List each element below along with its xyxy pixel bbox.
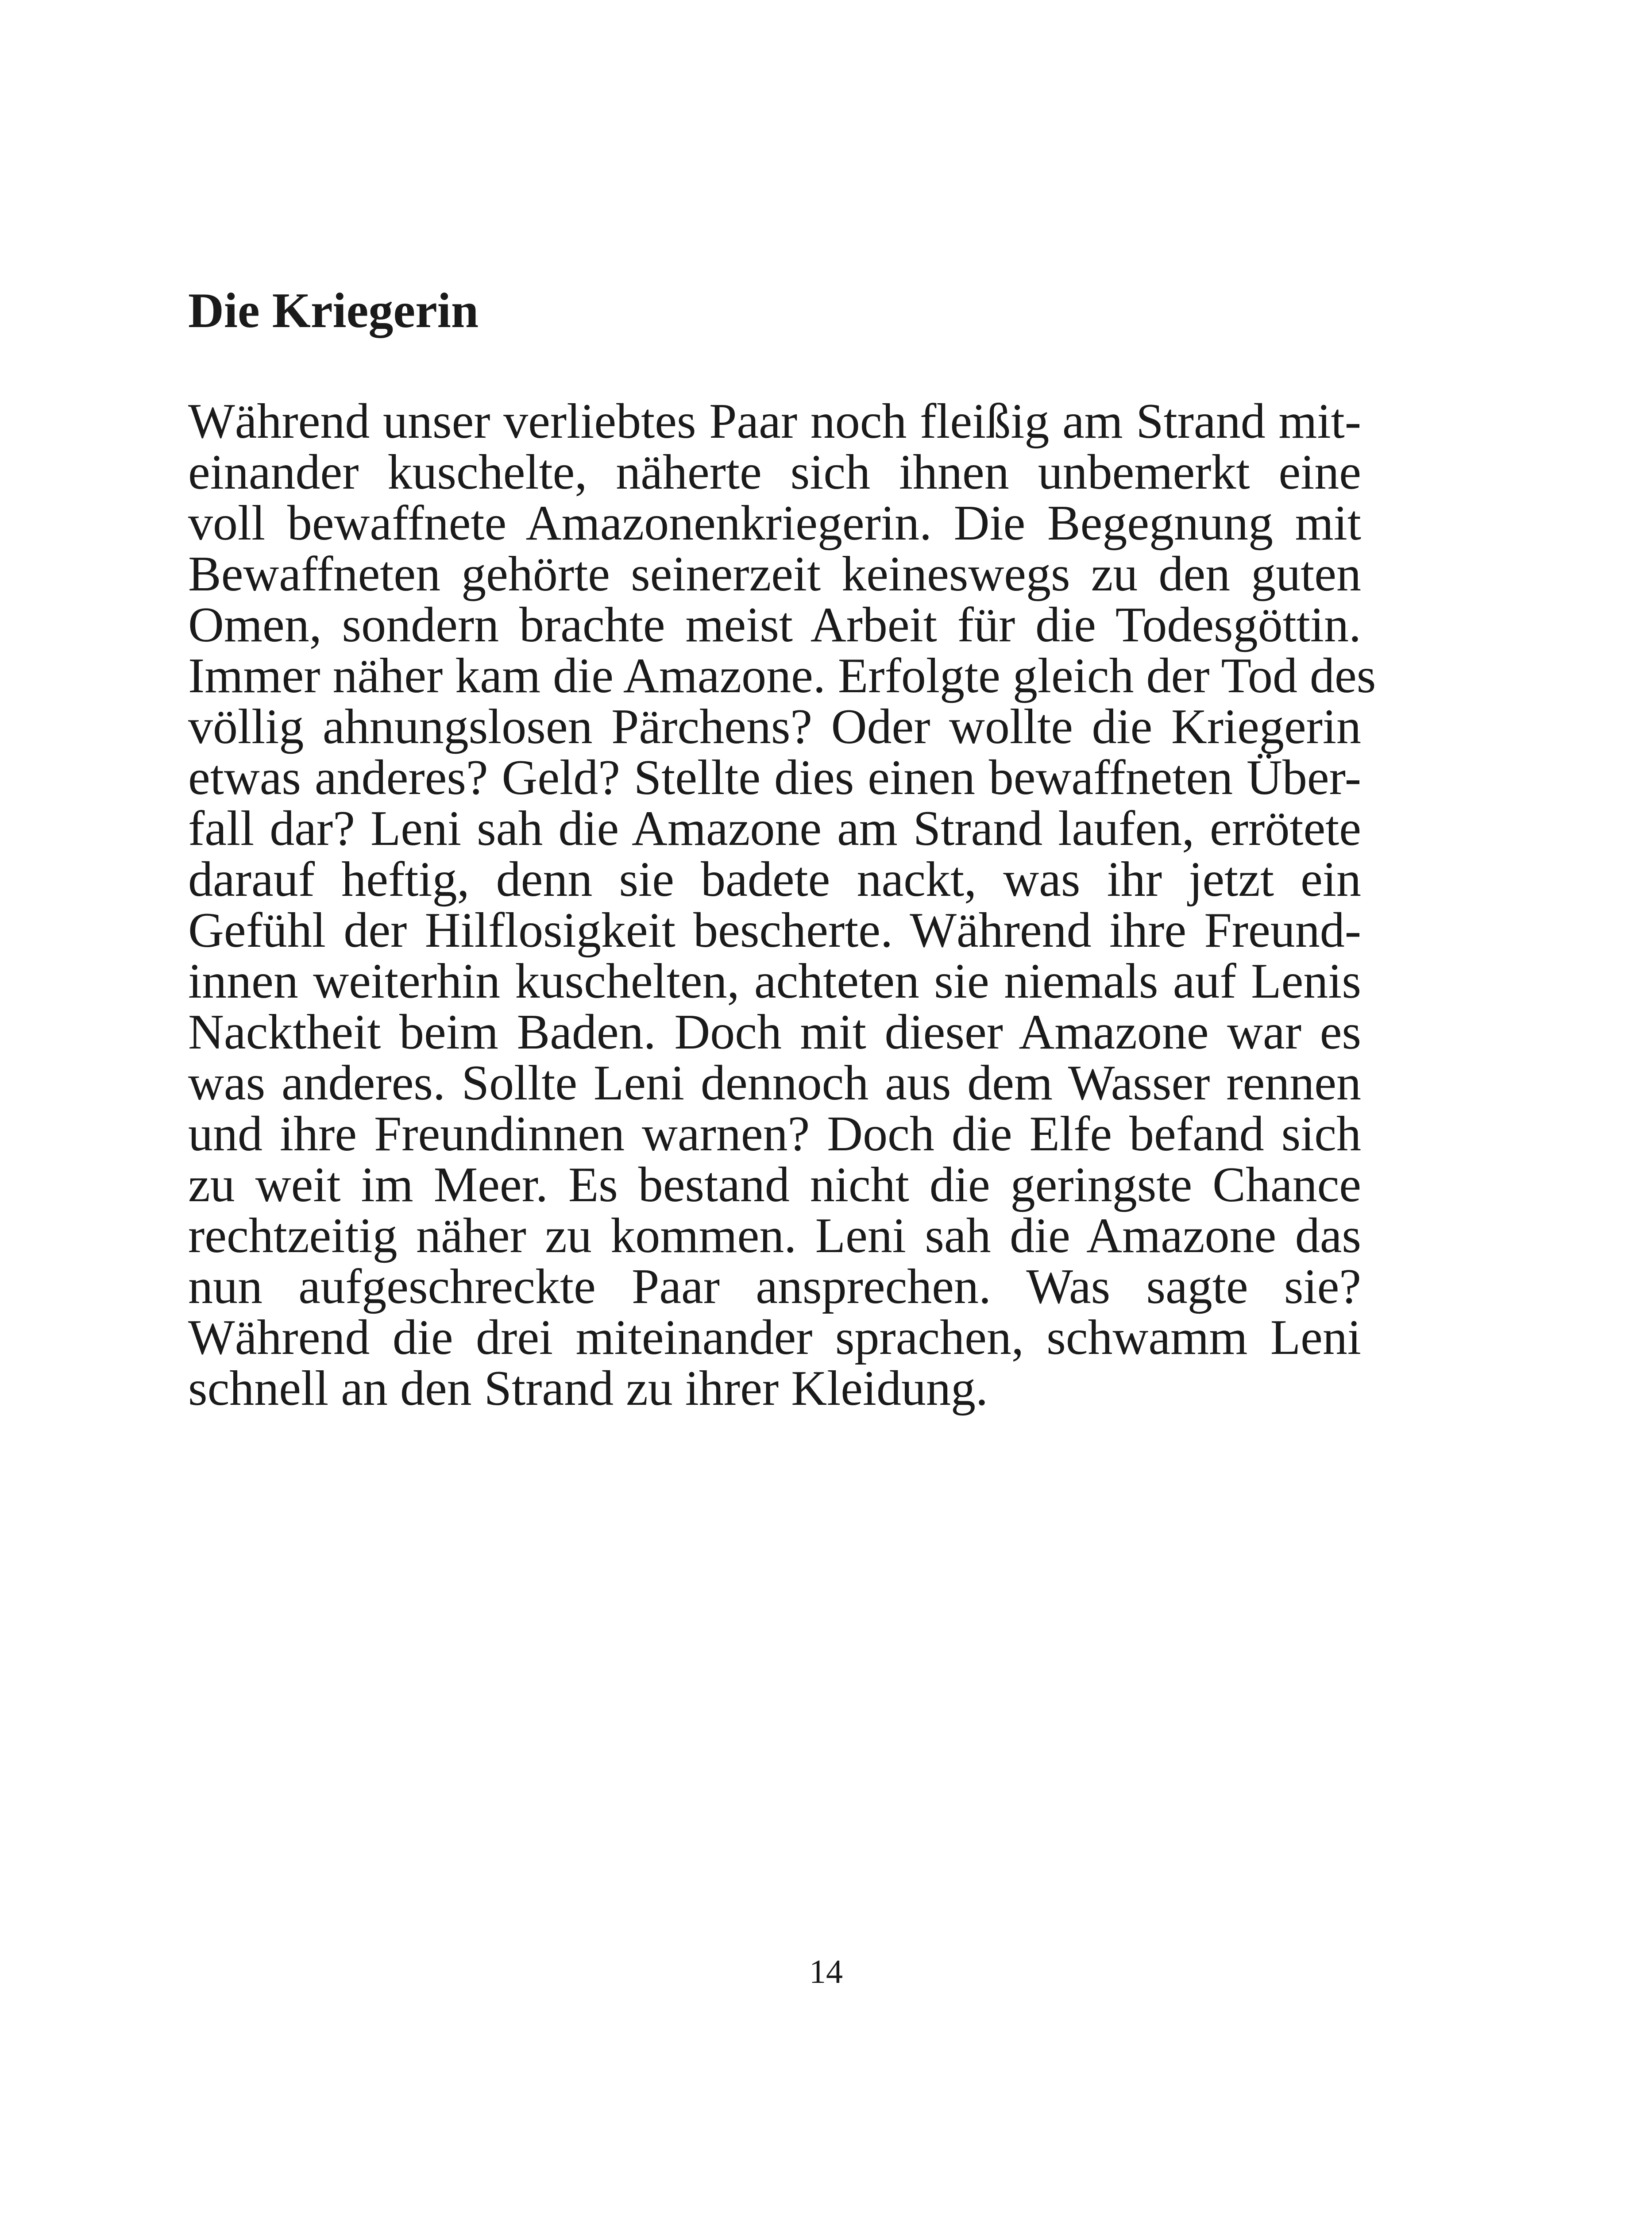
text-line: und ihre Freundinnen warnen? Doch die Elfe befand sich xyxy=(188,1106,1361,1161)
text-line: was anderes. Sollte Leni dennoch aus dem Wasser rennen xyxy=(188,1056,1361,1110)
text-line: Während unser verliebtes Paar noch fleißig am Strand mit- xyxy=(188,394,1361,449)
text-line: rechtzeitig näher zu kommen. Leni sah die Amazone das xyxy=(188,1208,1361,1263)
chapter-heading: Die Kriegerin xyxy=(188,283,479,338)
text-line: nun aufgeschreckte Paar ansprechen. Was sagte sie? xyxy=(188,1259,1361,1314)
text-line: Gefühl der Hilflosigkeit bescherte. Während ihre Freund- xyxy=(188,903,1361,958)
text-line: Nacktheit beim Baden. Doch mit dieser Amazone war es xyxy=(188,1005,1361,1060)
text-line: innen weiterhin kuschelten, achteten sie niemals auf Lenis xyxy=(188,954,1361,1009)
text-line: etwas anderes? Geld? Stellte dies einen bewaffneten Über- xyxy=(188,750,1361,805)
text-line: zu weit im Meer. Es bestand nicht die geringste Chance xyxy=(188,1157,1361,1212)
text-line: schnell an den Strand zu ihrer Kleidung. xyxy=(188,1361,988,1416)
text-line: voll bewaffnete Amazonenkriegerin. Die Begegnung mit xyxy=(188,496,1361,551)
body-paragraph xyxy=(188,394,1376,1416)
page-number: 14 xyxy=(809,1953,843,1990)
text-line: Omen, sondern brachte meist Arbeit für die Todesgöttin. xyxy=(188,598,1361,652)
text-line: Während die drei miteinander sprachen, schwamm Leni xyxy=(188,1310,1361,1365)
text-line: einander kuschelte, näherte sich ihnen unbemerkt eine xyxy=(188,445,1361,500)
text-line: darauf heftig, denn sie badete nackt, was ihr jetzt ein xyxy=(188,852,1361,907)
text-line: Bewaffneten gehörte seinerzeit keineswegs zu den guten xyxy=(188,547,1361,601)
text-line: fall dar? Leni sah die Amazone am Strand laufen, errötete xyxy=(188,801,1361,856)
text-line: völlig ahnungslosen Pärchens? Oder wollte die Kriegerin xyxy=(188,699,1361,754)
text-line: Immer näher kam die Amazone. Erfolgte gleich der Tod des xyxy=(188,648,1376,703)
